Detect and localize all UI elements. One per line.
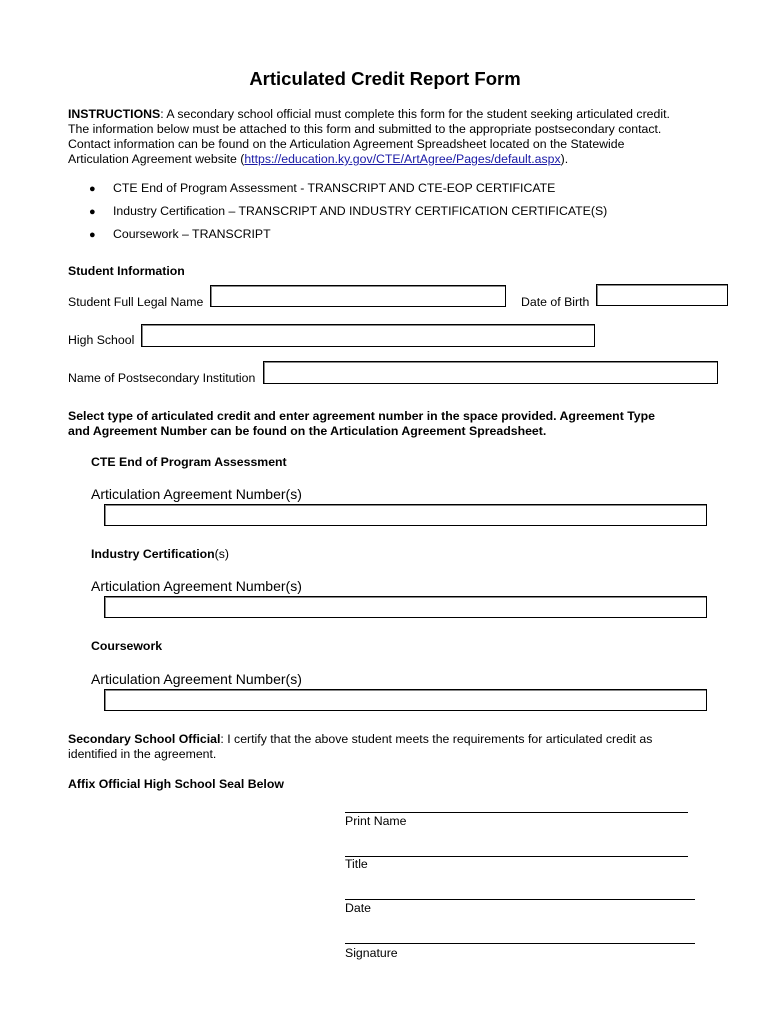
postsecondary-label: Name of Postsecondary Institution (68, 371, 256, 385)
instructions-line-4-suffix: ). (560, 152, 569, 166)
instructions-block (68, 107, 748, 167)
official-statement (68, 732, 758, 762)
instructions-line-1 (68, 107, 748, 122)
cte-agreement-field[interactable] (104, 504, 707, 526)
credit-type-line-2: and Agreement Number can be found on the Articulation Agreement Spreadsheet. (68, 424, 547, 438)
industry-agreement-label: Articulation Agreement Number(s) (91, 578, 302, 594)
form-title: Articulated Credit Report Form (249, 68, 521, 89)
credit-type-instructions (68, 409, 758, 439)
bullet-item-industry: Industry Certification – TRANSCRIPT AND INDUSTRY CERTIFICATION CERTIFICATE(S) (113, 204, 608, 218)
bullet-icon: ● (89, 229, 96, 241)
student-info-heading: Student Information (68, 264, 185, 278)
full-name-field[interactable] (210, 285, 506, 307)
instructions-text: : A secondary school official must complete this form for the student seeking articulated credit. (160, 107, 670, 121)
title-label: Title (345, 857, 368, 871)
bullet-icon: ● (89, 183, 96, 195)
articulation-website-link[interactable]: https://education.ky.gov/CTE/ArtAgree/Pages/default.aspx (244, 152, 561, 166)
bullet-icon: ● (89, 206, 96, 218)
instructions-line-3: Contact information can be found on the Articulation Agreement Spreadsheet located on the Statewide (68, 137, 625, 151)
date-label: Date (345, 901, 371, 915)
coursework-agreement-field[interactable] (104, 689, 707, 711)
credit-type-line-1: Select type of articulated credit and enter agreement number in the space provided. Agreement Type (68, 409, 655, 423)
dob-label: Date of Birth (521, 295, 590, 309)
instructions-line-2: The information below must be attached to this form and submitted to the appropriate postsecondary contact. (68, 122, 662, 136)
print-name-line[interactable] (345, 812, 688, 813)
industry-agreement-field[interactable] (104, 596, 707, 618)
official-line-1 (68, 732, 758, 747)
cte-agreement-label: Articulation Agreement Number(s) (91, 486, 302, 502)
seal-label: Affix Official High School Seal Below (68, 777, 284, 791)
bullet-item-cte: CTE End of Program Assessment - TRANSCRIPT AND CTE-EOP CERTIFICATE (113, 181, 556, 195)
official-line-2: identified in the agreement. (68, 747, 217, 761)
industry-heading (91, 547, 229, 562)
date-line[interactable] (345, 899, 695, 900)
bullet-item-coursework: Coursework – TRANSCRIPT (113, 227, 271, 241)
cte-heading: CTE End of Program Assessment (91, 455, 287, 469)
dob-field[interactable] (596, 284, 728, 306)
official-text: : I certify that the above student meets the requirements for articulated credit as (220, 732, 653, 746)
instructions-line-4 (68, 152, 748, 167)
coursework-agreement-label: Articulation Agreement Number(s) (91, 671, 302, 687)
industry-heading-bold: Industry Certification (91, 547, 215, 561)
signature-line[interactable] (345, 943, 695, 944)
coursework-heading: Coursework (91, 639, 163, 653)
instructions-line-4-prefix: Articulation Agreement website ( (68, 152, 245, 166)
instructions-label: INSTRUCTIONS (68, 107, 161, 121)
title-line[interactable] (345, 856, 688, 857)
industry-heading-rest: (s) (214, 547, 230, 561)
high-school-label: High School (68, 333, 135, 347)
high-school-field[interactable] (141, 324, 595, 347)
official-label: Secondary School Official (68, 732, 221, 746)
print-name-label: Print Name (345, 814, 407, 828)
signature-label: Signature (345, 946, 398, 960)
postsecondary-field[interactable] (263, 361, 718, 384)
full-name-label: Student Full Legal Name (68, 295, 204, 309)
